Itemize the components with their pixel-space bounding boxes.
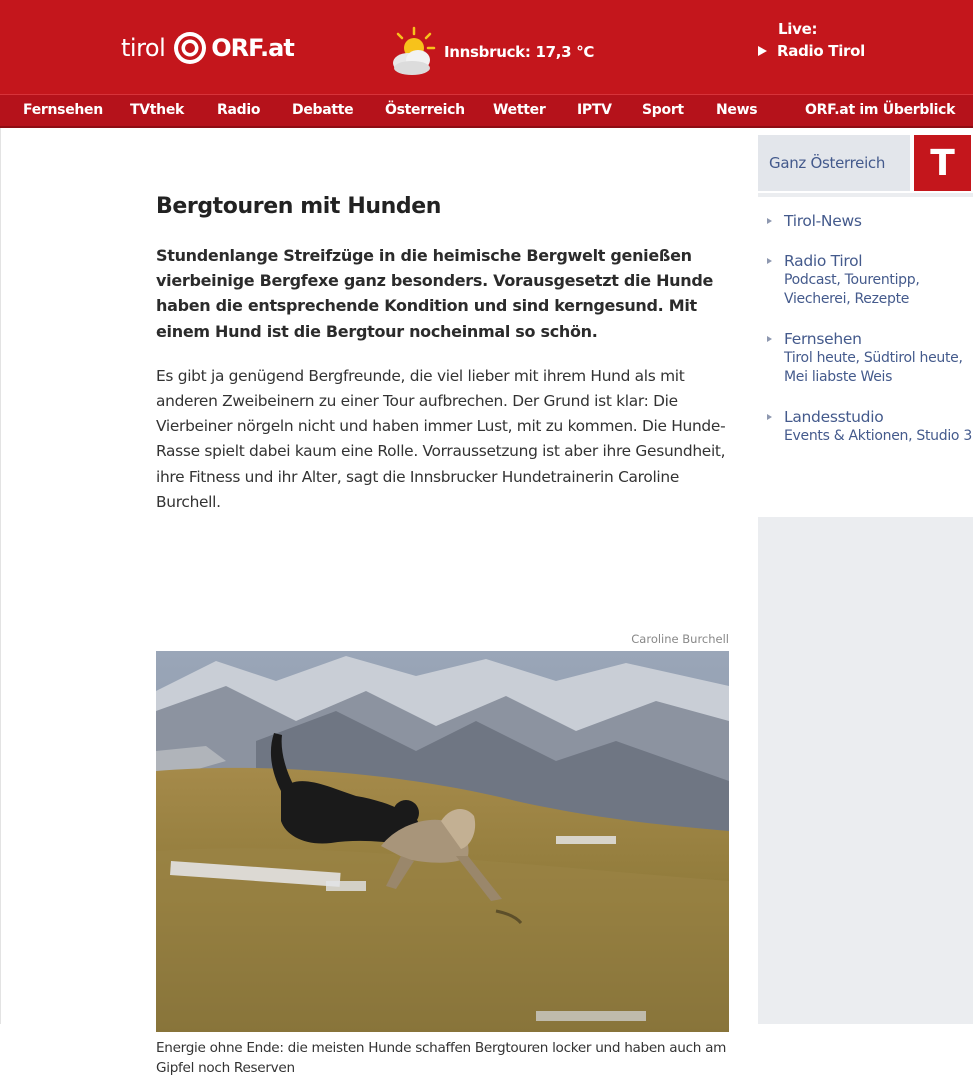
live-label: Live: (778, 20, 818, 38)
orf-ring-icon (173, 31, 207, 65)
orf-tirol-logo[interactable] (121, 30, 294, 66)
ganz-oesterreich-label: Ganz Österreich (769, 154, 886, 172)
tirol-t-logo[interactable] (914, 135, 971, 191)
sidebar-top (758, 128, 973, 193)
nav-news[interactable]: News (716, 102, 758, 118)
photo-credit: Caroline Burchell (631, 632, 729, 646)
weather-text: Innsbruck: 17,3 °C (444, 43, 595, 61)
nav-radio[interactable]: Radio (217, 102, 261, 118)
ganz-oesterreich-button[interactable] (758, 135, 910, 191)
play-icon (758, 46, 767, 56)
nav-debatte[interactable]: Debatte (292, 102, 354, 118)
sidebar-item-sub[interactable]: Podcast, Tourentipp, Viecherei, Rezepte (784, 272, 920, 307)
live-station[interactable]: Radio Tirol (777, 42, 865, 60)
bullet-icon (767, 414, 772, 420)
t-letter: T (930, 142, 955, 184)
logo-orf-text: ORF.at (211, 34, 294, 62)
photo-caption: Energie ohne Ende: die meisten Hunde schaffen Bergtouren locker und haben auch am Gipfel noch Reserven (156, 1040, 727, 1076)
article-title: Bergtouren mit Hunden (156, 194, 441, 219)
main-content (0, 128, 758, 1076)
sidebar-item-sub[interactable]: Events & Aktionen, Studio 3 (784, 428, 972, 444)
sidebar-item-radio-tirol[interactable] (758, 251, 973, 309)
sidebar-item-fernsehen[interactable] (758, 329, 973, 387)
dogs-on-mountain-image (156, 651, 729, 1032)
nav-ueberblick[interactable]: ORF.at im Überblick (805, 102, 956, 118)
weather-widget[interactable] (384, 24, 594, 80)
bullet-icon (767, 258, 772, 264)
nav-wetter[interactable]: Wetter (493, 102, 546, 118)
sun-cloud-icon (384, 24, 440, 80)
sidebar-item-sub[interactable]: Tirol heute, Südtirol heute, Mei liabste Weis (784, 350, 963, 385)
nav-oesterreich[interactable]: Österreich (385, 102, 465, 118)
article-lead: Stundenlange Streifzüge in die heimische Bergwelt genießen vierbeinige Bergfexe ganz besonders. Vorausgesetzt die Hunde haben die entsprechende Kondition und sind kerngesund. Mit einem Hund ist die Bergtour nocheinmal so schön. (156, 246, 714, 341)
article (156, 194, 731, 1076)
main-nav (0, 94, 973, 128)
bullet-icon (767, 218, 772, 224)
article-photo (156, 651, 729, 1032)
sidebar (758, 128, 973, 1024)
article-body: Es gibt ja genügend Bergfreunde, die viel lieber mit ihrem Hund als mit anderen Zweibeinern zu einer Tour aufbrechen. Der Grund ist klar: Die Vierbeiner nörgeln nicht und haben immer Lust, mit zu kommen. Die Hunde-Rasse spielt dabei kaum eine Rolle. Vorraussetzung ist aber ihre Gesundheit, ihre Fitness und ihr Alter, sagt die Innsbrucker Hundetrainerin Caroline Burchell. (156, 366, 726, 511)
sidebar-item-head[interactable]: Tirol-News (784, 212, 862, 230)
sidebar-item-tirol-news[interactable] (758, 211, 973, 231)
nav-fernsehen[interactable]: Fernsehen (23, 102, 103, 118)
bullet-icon (767, 336, 772, 342)
nav-tvthek[interactable]: TVthek (130, 102, 185, 118)
site-header (0, 0, 973, 94)
nav-iptv[interactable]: IPTV (577, 102, 612, 118)
sidebar-item-head[interactable]: Radio Tirol (784, 252, 863, 270)
sidebar-links (758, 197, 973, 517)
sidebar-item-head[interactable]: Fernsehen (784, 330, 862, 348)
live-radio[interactable] (758, 20, 865, 60)
logo-tirol-text: tirol (121, 34, 166, 62)
sidebar-item-head[interactable]: Landesstudio (784, 408, 884, 426)
nav-sport[interactable]: Sport (642, 102, 684, 118)
sidebar-item-landesstudio[interactable] (758, 407, 973, 446)
